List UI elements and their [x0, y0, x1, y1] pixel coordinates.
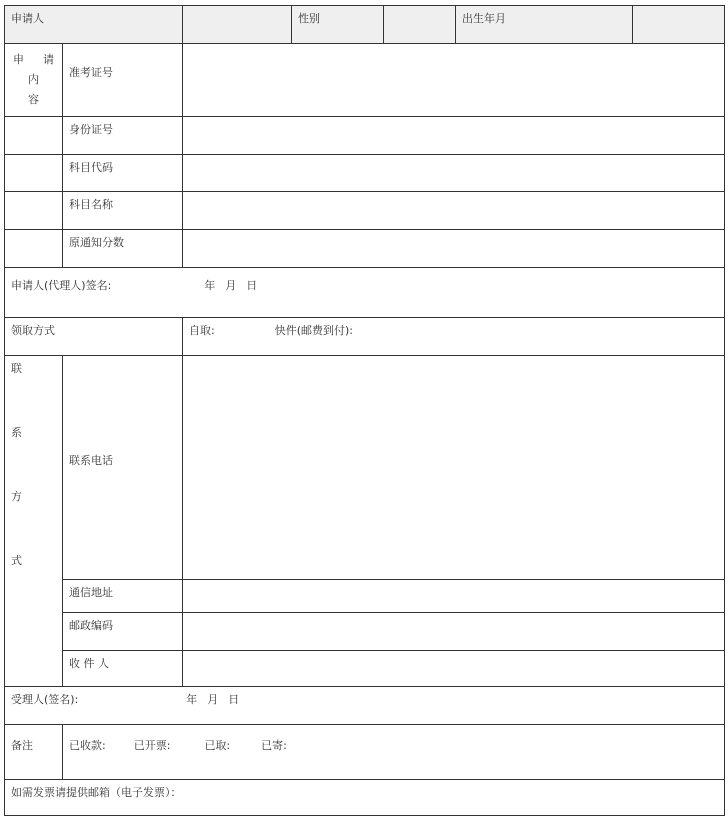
signature-year: 年 [204, 279, 216, 292]
pickup-row [5, 318, 725, 356]
signature-row [5, 268, 725, 318]
subject-name-label: 科目名称 [63, 192, 183, 230]
handler-cell[interactable] [5, 687, 725, 725]
signature-label: 申请人(代理人)签名: [11, 279, 112, 292]
phone-row [5, 356, 725, 580]
apply-content-group-label: 申 请 内 容 [5, 44, 63, 117]
signature-month: 月 [225, 279, 237, 292]
id-number-field[interactable] [183, 117, 725, 155]
id-number-row [5, 117, 725, 155]
birth-field[interactable] [633, 6, 725, 44]
original-score-label: 原通知分数 [63, 230, 183, 268]
self-pickup-label: 自取: [189, 324, 215, 337]
remarks-label: 备注 [5, 725, 63, 780]
blank-cell [5, 155, 63, 192]
invoiced-label: 已开票: [133, 739, 171, 752]
remarks-row [5, 725, 725, 780]
recipient-field[interactable] [183, 651, 725, 687]
exam-number-field[interactable] [183, 44, 725, 117]
blank-cell [5, 230, 63, 268]
phone-field[interactable] [183, 356, 725, 580]
subject-code-label: 科目代码 [63, 155, 183, 192]
mailed-label: 已寄: [261, 739, 287, 752]
postcode-label: 邮政编码 [63, 613, 183, 651]
blank-cell [5, 117, 63, 155]
birth-label: 出生年月 [456, 6, 633, 44]
exam-number-label: 准考证号 [63, 44, 183, 117]
subject-code-row [5, 155, 725, 192]
subject-name-row [5, 192, 725, 230]
recipient-label: 收 件 人 [63, 651, 183, 687]
subject-name-field[interactable] [183, 192, 725, 230]
email-row [5, 780, 725, 816]
handler-year: 年 [186, 693, 198, 706]
email-note[interactable]: 如需发票请提供邮箱（电子发票）： [5, 780, 725, 816]
pickup-options[interactable] [183, 318, 725, 356]
gender-label: 性别 [292, 6, 384, 44]
address-row [5, 580, 725, 613]
remarks-cell[interactable] [63, 725, 725, 780]
handler-month: 月 [207, 693, 219, 706]
header-row [5, 6, 725, 44]
phone-label: 联系电话 [63, 356, 183, 580]
gender-field[interactable] [384, 6, 456, 44]
address-label: 通信地址 [63, 580, 183, 613]
contact-group-label: 联 系 方 式 [5, 356, 63, 687]
original-score-row [5, 230, 725, 268]
picked-up-label: 已取: [204, 739, 231, 752]
signature-day: 日 [246, 279, 258, 292]
blank-cell [5, 192, 63, 230]
exam-number-row [5, 44, 725, 117]
original-score-field[interactable] [183, 230, 725, 268]
handler-day: 日 [228, 693, 240, 706]
recipient-row [5, 651, 725, 687]
application-form [4, 5, 725, 816]
pickup-label: 领取方式 [5, 318, 183, 356]
address-field[interactable] [183, 580, 725, 613]
applicant-label: 申请人 [5, 6, 183, 44]
applicant-name-field[interactable] [183, 6, 292, 44]
paid-label: 已收款: [69, 739, 106, 752]
id-number-label: 身份证号 [63, 117, 183, 155]
express-label: 快件(邮费到付): [274, 324, 354, 337]
signature-cell[interactable] [5, 268, 725, 318]
handler-label: 受理人(签名): [11, 693, 79, 706]
postcode-row [5, 613, 725, 651]
subject-code-field[interactable] [183, 155, 725, 192]
handler-row [5, 687, 725, 725]
postcode-field[interactable] [183, 613, 725, 651]
